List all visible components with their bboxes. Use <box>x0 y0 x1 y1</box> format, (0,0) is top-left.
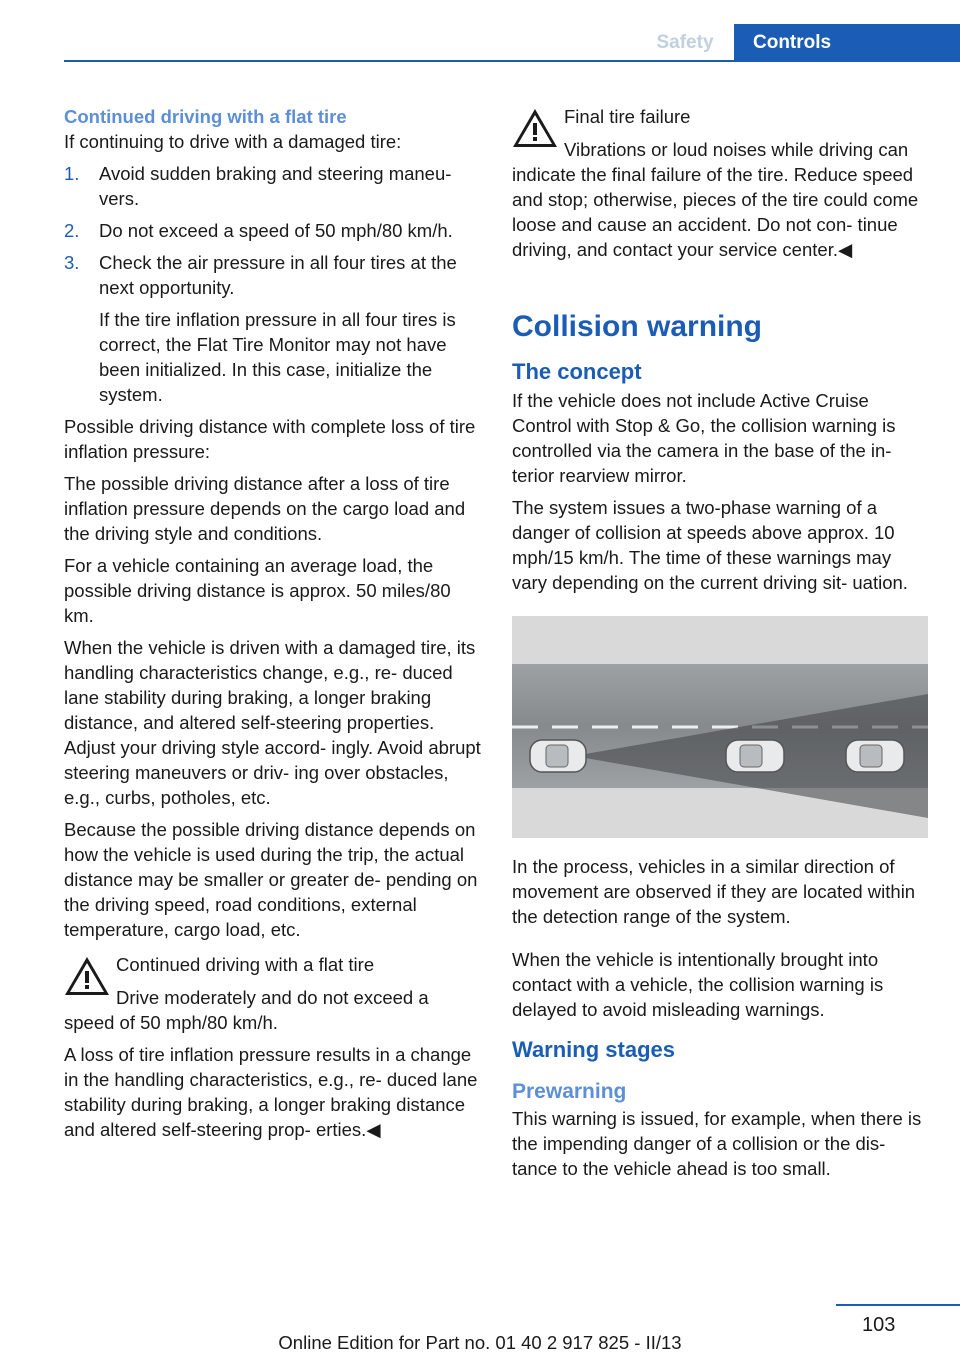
edition-footer: Online Edition for Part no. 01 40 2 917 825 - II/13 <box>278 1332 682 1353</box>
warning-triangle-icon <box>64 956 110 996</box>
paragraph: The system issues a two-phase warning of a danger of collision at speeds above approx. 10 mph/15 km/h. The time of these warnings may vary depending on the current driving sit‐ uation. <box>512 497 908 593</box>
step-text: Avoid sudden braking and steering maneu‐ vers. <box>99 163 452 209</box>
right-column <box>512 104 930 1188</box>
section-title-collision-warning: Collision warning <box>512 310 763 343</box>
warning-block-tire-failure <box>512 104 930 262</box>
warning-title: Final tire failure <box>564 106 691 127</box>
step-number: 2. <box>64 220 80 241</box>
collision-warning-illustration <box>512 616 928 838</box>
warning-title: Continued driving with a flat tire <box>116 954 375 975</box>
intro-text: If continuing to drive with a damaged tire: <box>64 131 402 152</box>
vehicle-ahead <box>846 740 904 772</box>
paragraph: For a vehicle containing an average load, the possible driving distance is approx. 50 miles/80 km. <box>64 555 451 626</box>
step-number: 3. <box>64 252 80 273</box>
heading-prewarning: Prewarning <box>512 1080 627 1103</box>
vehicle-middle <box>726 740 784 772</box>
header-rule <box>64 60 960 62</box>
step-text: Do not exceed a speed of 50 mph/80 km/h. <box>99 220 453 241</box>
paragraph: In the process, vehicles in a similar direction of movement are observed if they are located within the detection range of the system. <box>512 856 916 927</box>
tab-safety: Safety <box>656 32 714 53</box>
paragraph: Possible driving distance with complete loss of tire inflation pressure: <box>64 416 476 462</box>
step-item <box>64 161 482 211</box>
step-item <box>64 218 482 243</box>
warning-block-flat-tire <box>64 952 482 1142</box>
warning-body-rest: indicate the final failure of the tire. Reduce speed and stop; otherwise, pieces of the tire could come loose and cause an accident. Do not con‐ tinue driving, and contact your service center.◀ <box>512 164 919 260</box>
warning-body-first-line: Drive moderately and do not exceed a <box>116 987 429 1008</box>
warning-triangle-icon <box>512 108 558 148</box>
paragraph: This warning is issued, for example, when there is the impending danger of a collision or the dis‐ tance to the vehicle ahead is too small. <box>512 1108 922 1179</box>
tab-controls: Controls <box>734 24 960 62</box>
steps-list <box>64 161 482 407</box>
warning-body-rest: speed of 50 mph/80 km/h. <box>64 1012 278 1033</box>
paragraph: When the vehicle is intentionally brought into contact with a vehicle, the collision warning is delayed to avoid misleading warnings. <box>512 949 884 1020</box>
warning-body <box>512 137 930 262</box>
warning-paragraph: A loss of tire inflation pressure results in a change in the handling characteristics, e.g., re‐ duced lane stability during braking, a longer braking distance and altered self-steering prop‐ erties.◀ <box>64 1044 478 1140</box>
heading-warning-stages: Warning stages <box>512 1037 675 1062</box>
vehicle-own <box>530 740 586 772</box>
paragraph: The possible driving distance after a loss of tire inflation pressure depends on the cargo load and the driving style and conditions. <box>64 473 466 544</box>
step-note: If the tire inflation pressure in all four tires is correct, the Flat Tire Monitor may not have been initialized. In this case, initialize the system. <box>99 309 456 405</box>
paragraph: If the vehicle does not include Active Cruise Control with Stop & Go, the collision warning is controlled via the camera in the base of the in‐ terior rearview mirror. <box>512 390 896 486</box>
section-heading-flat-tire: Continued driving with a flat tire <box>64 106 347 127</box>
step-item <box>64 250 482 407</box>
footer-rule <box>836 1304 960 1306</box>
page-number: 103 <box>862 1314 896 1336</box>
left-column <box>64 104 482 1149</box>
heading-the-concept: The concept <box>512 359 642 384</box>
paragraph: Because the possible driving distance depends on how the vehicle is used during the trip, the actual distance may be smaller or greater de‐ pending on the driving speed, road conditions, external temperature, cargo load, etc. <box>64 819 478 940</box>
step-number: 1. <box>64 163 80 184</box>
paragraph: When the vehicle is driven with a damaged tire, its handling characteristics change, e.g., re‐ duced lane stability during braking, a longer braking distance, and altered self-steering properties. Adjust your driving style accord‐ ingly. Avoid abrupt steering maneuvers or driv‐ ing over obstacles, e.g., curbs, potholes, etc. <box>64 637 481 808</box>
step-text: Check the air pressure in all four tires at the next opportunity. <box>99 252 457 298</box>
warning-body <box>64 985 482 1035</box>
warning-body-first-line: Vibrations or loud noises while driving can <box>564 139 909 160</box>
